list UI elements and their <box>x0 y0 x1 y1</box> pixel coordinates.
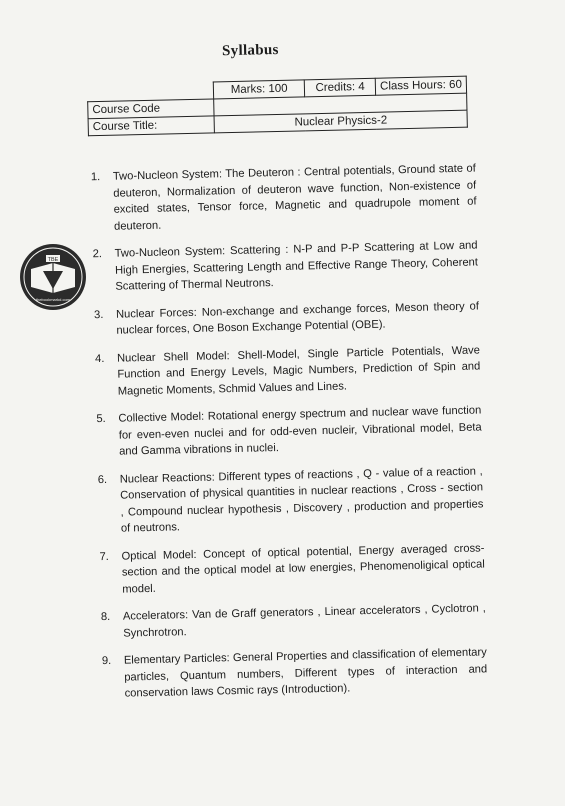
logo-initials: TBE <box>47 257 59 263</box>
page-title: Syllabus <box>221 41 279 60</box>
syllabus-item <box>99 540 485 598</box>
marks-cell: Marks: 100 <box>214 80 305 99</box>
course-title-value: Nuclear Physics-2 <box>214 110 467 133</box>
item-text: Optical Model: Concept of optical potential, Energy averaged cross-section and the optical model at low energies, Phenomenoligical optical model. <box>121 541 485 596</box>
syllabus-item <box>102 644 488 702</box>
credits-cell: Credits: 4 <box>304 78 375 97</box>
item-number: 8. <box>100 610 111 624</box>
item-number: 2. <box>92 248 103 261</box>
syllabus-list <box>91 161 488 714</box>
item-text: Nuclear Reactions: Different types of reactions , Q - value of a reaction , Conservation of physical quantities in nuclear reactions , Cross - section , Compound nuclear hypothesis , Discovery , production and properties of neutrons. <box>119 464 484 535</box>
class-hours-cell: Class Hours: 60 <box>375 76 466 95</box>
logo-text: thebookmarkd.com <box>35 297 71 302</box>
course-info-table <box>87 76 468 137</box>
item-number: 1. <box>90 171 101 184</box>
course-code-label: Course Code <box>88 99 215 119</box>
syllabus-item <box>95 342 481 400</box>
syllabus-item <box>94 298 480 340</box>
syllabus-item <box>98 463 484 538</box>
syllabus-item <box>91 161 477 236</box>
item-text: Nuclear Shell Model: Shell-Model, Single Particle Potentials, Wave Function and Energy Levels, Magic Numbers, Prediction of Spin and Magnetic Moments, Schmid Values and Lines. <box>116 343 481 398</box>
item-number: 4. <box>94 352 105 365</box>
item-text: Nuclear Forces: Non-exchange and exchange forces, Meson theory of nuclear forces, One Boson Exchange Potential (OBE). <box>115 299 480 337</box>
item-text: Two-Nucleon System: Scattering : N-P and P-P Scattering at Low and High Energies, Scattering Length and Effective Range Theory, Coherent Scattering of Thermal Neutrons. <box>114 239 479 293</box>
item-number: 7. <box>99 550 109 563</box>
syllabus-item <box>96 402 482 460</box>
item-number: 3. <box>93 308 104 321</box>
course-title-label: Course Title: <box>88 116 215 136</box>
item-number: 6. <box>97 473 108 486</box>
item-text: Two-Nucleon System: The Deuteron : Central potentials, Ground state of deuteron, Normalization of deuteron wave function, Non-existence of excited states, Tensor force, Magnetic and quadrupole moment of deuteron. <box>112 162 477 233</box>
item-text: Elementary Particles: General Properties and classification of elementary particles, Quantum numbers, Different types of interaction and conservation laws Cosmic rays (Introduction). <box>123 646 488 700</box>
item-number: 9. <box>101 654 112 668</box>
watermark-logo-icon <box>17 241 89 313</box>
syllabus-item <box>92 237 478 295</box>
item-number: 5. <box>96 412 106 426</box>
syllabus-item <box>101 600 487 642</box>
item-text: Collective Model: Rotational energy spectrum and nuclear wave function for even-even nuclei and for odd-even nucleir, Vibrational model, Beta and Gamma vibrations in nuclei. <box>118 404 482 458</box>
item-text: Accelerators: Van de Graff generators , Linear accelerators , Cyclotron , Synchrotron. <box>122 602 486 640</box>
